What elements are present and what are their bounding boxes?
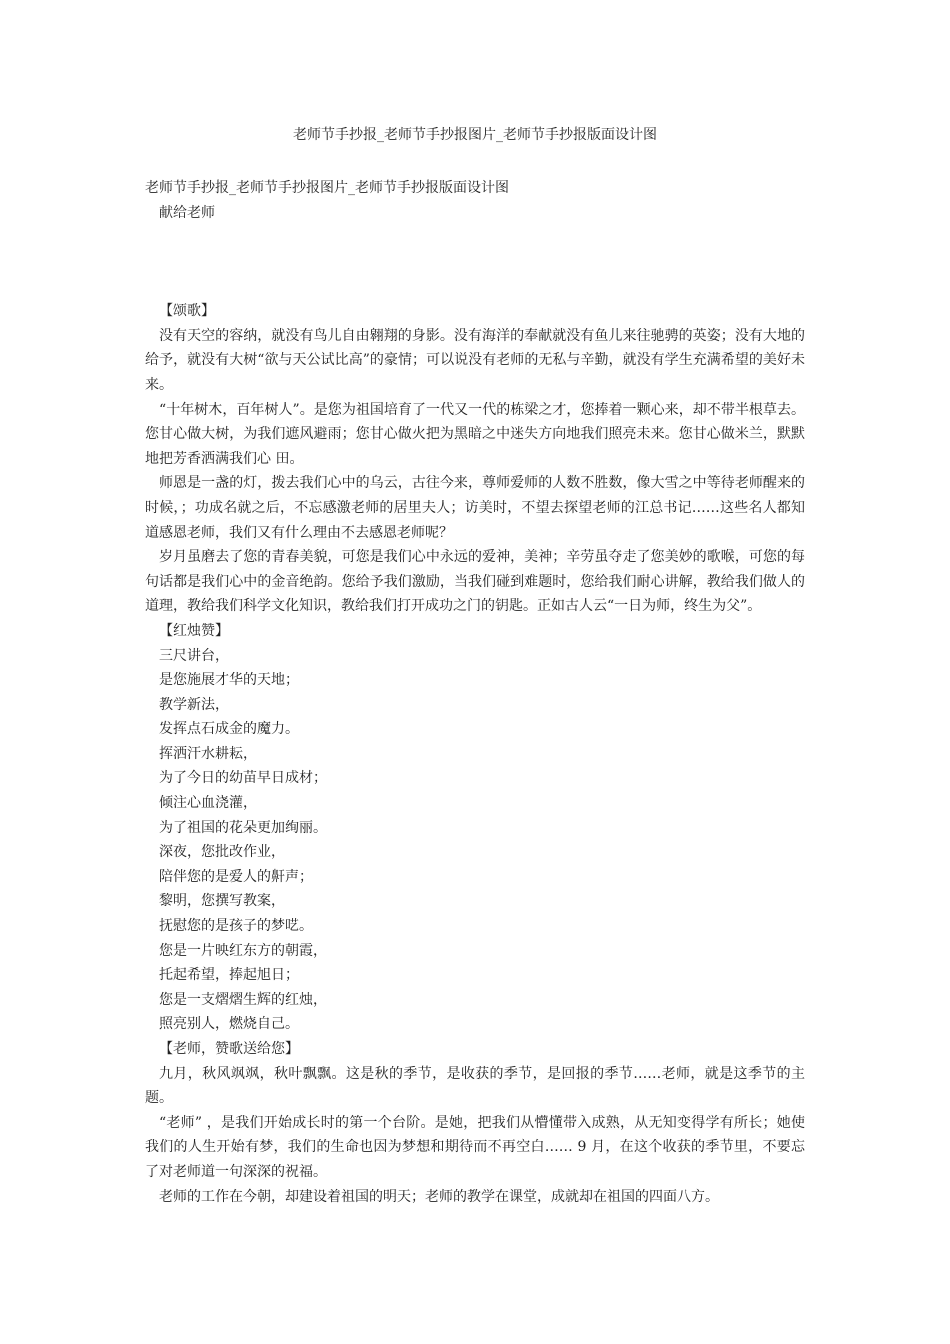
poem-line: 三尺讲台，	[159, 647, 229, 664]
section-heading-praise: 【老师，赞歌送给您】	[159, 1041, 299, 1057]
poem-line: 为了祖国的花朵更加绚丽。	[159, 819, 327, 836]
song-paragraph: 师恩是一盏的灯，拨去我们心中的乌云，古往今来，尊师爱师的人数不胜数，像大雪之中等待老师醒来的时候，；功成名就之后，不忘感激老师的居里夫人；访美时，不望去探望老师的江总书记……这些名人都知道感恩老师，我们又有什么理由不去感恩老师呢？	[145, 475, 805, 541]
poem-line: 您是一支熠熠生辉的红烛，	[159, 991, 327, 1008]
poem-line: 为了今日的幼苗早日成材；	[159, 770, 327, 787]
song-paragraph: “十年树木，百年树人”。是您为祖国培育了一代又一代的栋梁之才，您捧着一颗心来，却不带半根草去。您甘心做大树，为我们遮风避雨；您甘心做火把为黑暗之中迷失方向地我们照亮未来。您甘心做米兰，默默地把芳香洒满我们心 田。	[145, 401, 805, 467]
poem-line: 抚慰您的是孩子的梦呓。	[159, 918, 313, 935]
section-heading-song: 【颂歌】	[159, 303, 215, 320]
document-body	[145, 176, 805, 1209]
poem-line: 深夜，您批改作业，	[159, 844, 285, 861]
document-title: 老师节手抄报_老师节手抄报图片_老师节手抄报版面设计图	[293, 127, 657, 143]
praise-paragraph: 老师的工作在今朝，却建设着祖国的明天；老师的教学在课堂，成就却在祖国的四面八方。	[159, 1188, 719, 1205]
poem-line: 倾注心血浇灌，	[159, 795, 257, 812]
poem-line: 挥洒汗水耕耘，	[159, 745, 257, 762]
poem-line: 是您施展才华的天地；	[159, 672, 299, 689]
praise-paragraph: “老师” ，是我们开始成长时的第一个台阶。是她，把我们从懵懂带入成熟，从无知变得学有所长；她使我们的人生开始有梦，我们的生命也因为梦想和期待而不再空白…… 9 月，在这个收获的季节里，不要忘了对老师道一句深深的祝福。	[145, 1114, 805, 1180]
blank-spacer	[145, 225, 805, 299]
poem-line: 黎明，您撰写教案，	[159, 893, 285, 910]
song-paragraph: 岁月虽磨去了您的青春美貌，可您是我们心中永远的爱神，美神；辛劳虽夺走了您美妙的歌喉，可您的每句话都是我们心中的金音绝韵。您给予我们激励，当我们碰到难题时，您给我们耐心讲解，教给我们做人的道理，教给我们科学文化知识，教给我们打开成功之门的钥匙。正如古人云“一日为师，终生为父”。	[145, 549, 805, 615]
section-heading-candle: 【红烛赞】	[159, 622, 229, 639]
poem-line: 发挥点石成金的魔力。	[159, 721, 299, 738]
poem-line: 照亮别人，燃烧自己。	[159, 1016, 299, 1033]
poem-line: 教学新法，	[159, 696, 229, 713]
poem-line: 陪伴您的是爱人的鼾声；	[159, 868, 313, 885]
poem-line: 托起希望，捧起旭日；	[159, 967, 299, 984]
song-paragraph: 没有天空的容纳，就没有鸟儿自由翱翔的身影。没有海洋的奉献就没有鱼儿来往驰骋的英姿；没有大地的给予，就没有大树“欲与天公试比高”的豪情；可以说没有老师的无私与辛勤，就没有学生充满希望的美好未来。	[145, 327, 805, 393]
poem-line: 您是一片映红东方的朝霞，	[159, 942, 327, 959]
dedication-line: 献给老师	[159, 204, 215, 221]
document-subtitle: 老师节手抄报_老师节手抄报图片_老师节手抄报版面设计图	[145, 180, 509, 196]
praise-paragraph: 九月，秋风飒飒，秋叶飘飘。这是秋的季节，是收获的季节，是回报的季节……老师，就是这季节的主题。	[145, 1065, 805, 1107]
